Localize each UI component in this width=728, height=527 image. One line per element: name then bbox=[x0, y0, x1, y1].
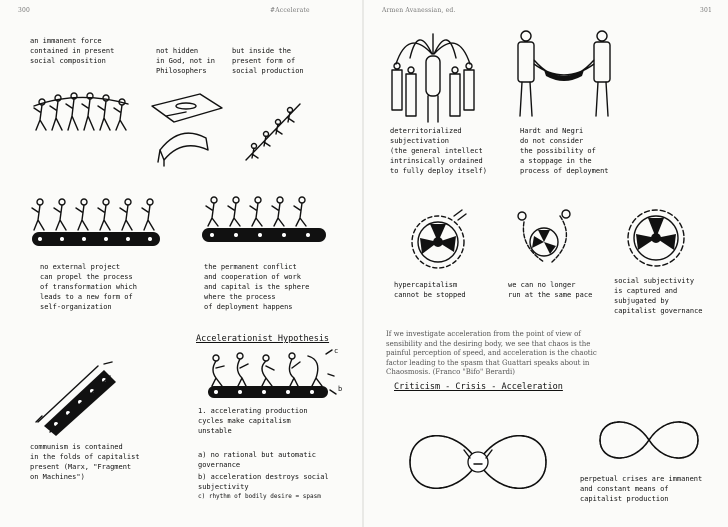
running-head-left: #Accelerate bbox=[270, 7, 310, 14]
figure-hypothesis-conveyor bbox=[200, 348, 350, 404]
text-hypercapitalism: hypercapitalism cannot be stopped bbox=[394, 281, 466, 299]
figure-conveyor-right bbox=[196, 192, 336, 252]
text-social-subjectivity: social subjectivity is captured and subjugated by capitalist governance bbox=[614, 277, 703, 315]
text-deterritorialized: deterritorialized subjectivation (the general intellect intrinsically ordained to fully deploy itself) bbox=[390, 127, 487, 175]
text-permanent-conflict: the permanent conflict and cooperation of work and capital is the sphere where the process of deployment happens bbox=[204, 263, 310, 311]
label-c: c bbox=[334, 347, 339, 355]
figure-chain-figures bbox=[240, 96, 310, 166]
right-page bbox=[364, 0, 728, 527]
figure-infinity-figure bbox=[404, 420, 554, 506]
text-hardt-negri: Hardt and Negri do not consider the possibility of a stoppage in the process of deployment bbox=[520, 127, 609, 175]
text-not-hidden: not hidden in God, not in Philosophers bbox=[156, 47, 216, 75]
text-no-external-project: no external project can propel the process of transformation which leads to a new form of self-organization bbox=[40, 263, 137, 311]
figure-escalator bbox=[34, 360, 124, 440]
text-communism: communism is contained in the folds of capitalist present (Marx, "Fragment on Machines") bbox=[30, 443, 140, 481]
text-point-c: c) rhythm of bodily desire = spasm bbox=[198, 493, 321, 500]
label-b: b bbox=[338, 385, 343, 393]
text-point-b: b) acceleration destroys social subjectivity bbox=[198, 473, 329, 491]
figure-fountain bbox=[388, 24, 478, 124]
text-perpetual-crises: perpetual crises are immanent and constant means of capitalist production bbox=[580, 475, 703, 503]
text-immanent-force: an immanent force contained in present social composition bbox=[30, 37, 115, 65]
figure-stoppage bbox=[510, 24, 620, 124]
text-point-1: 1. accelerating production cycles make capitalism unstable bbox=[198, 407, 308, 435]
crisis-title: Criticism - Crisis - Acceleration bbox=[394, 382, 563, 392]
figure-slab-arch bbox=[146, 90, 226, 170]
running-head-right: Armen Avanessian, ed. bbox=[382, 7, 456, 14]
prose-paragraph: If we investigate acceleration from the point of view of sensibility and the desiring body, we see that chaos is the painful perception of speed, and acceleration is the chaotic factor leading to the spasm that Guattari speaks about in Chaosmosis. (Franco "Bifo" Berardi) bbox=[386, 330, 597, 376]
page-number-right: 301 bbox=[700, 7, 713, 14]
figure-row-bridge bbox=[28, 86, 138, 136]
figure-gear-stopped bbox=[404, 206, 474, 272]
text-inside-production: but inside the present form of social production bbox=[232, 47, 304, 75]
figure-infinity bbox=[594, 412, 704, 468]
text-no-longer: we can no longer run at the same pace bbox=[508, 281, 593, 299]
hypothesis-title: Accelerationist Hypothesis bbox=[196, 334, 330, 344]
text-point-a: a) no rational but automatic governance bbox=[198, 451, 317, 469]
page-number-left: 300 bbox=[18, 7, 31, 14]
figure-gear-captured bbox=[622, 202, 692, 272]
figure-conveyor-left bbox=[26, 192, 166, 254]
figure-broken-gear bbox=[510, 206, 580, 272]
left-page bbox=[0, 0, 363, 527]
